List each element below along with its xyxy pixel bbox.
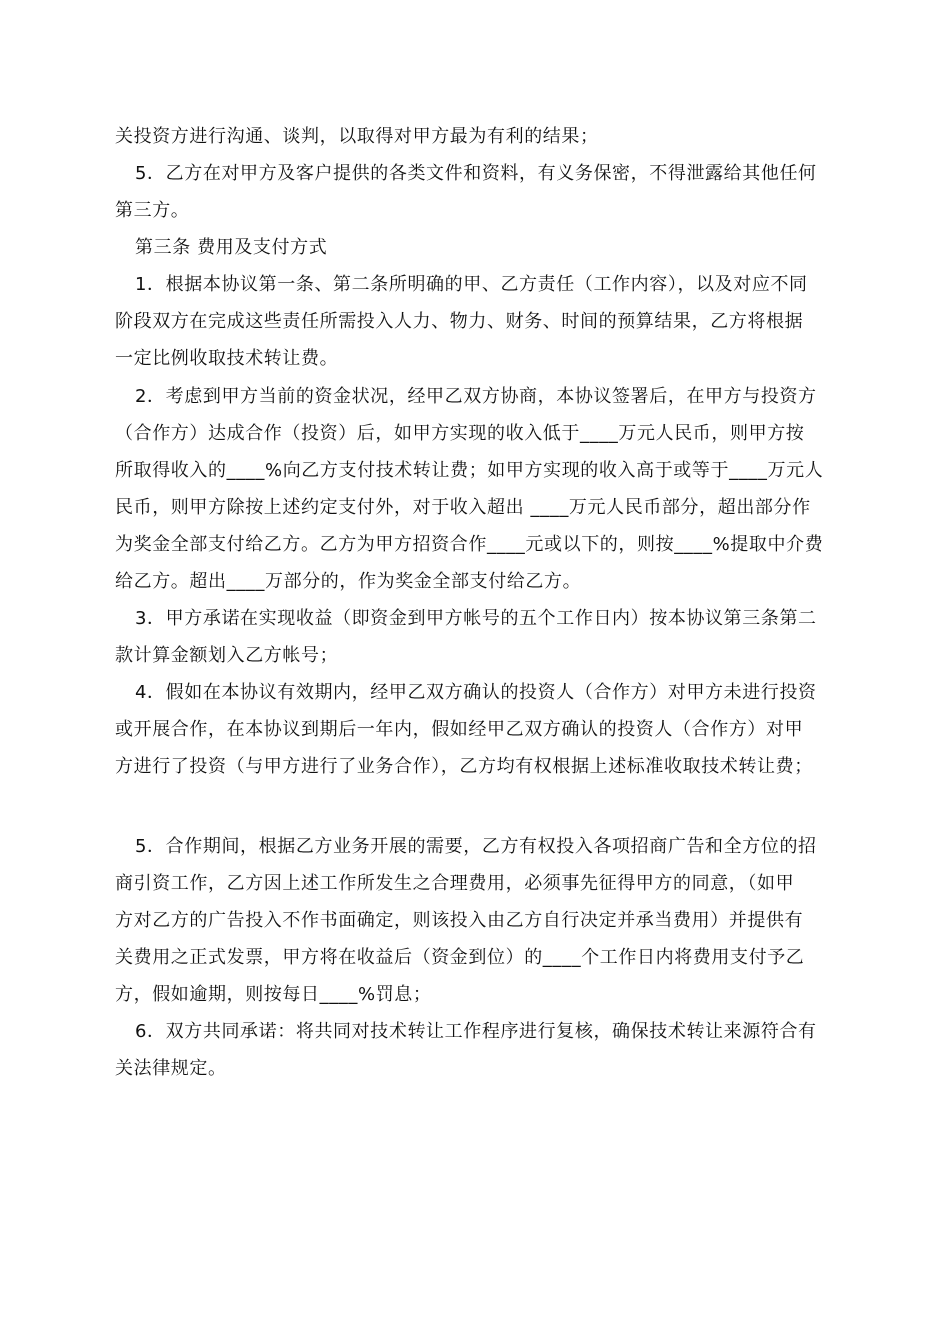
paragraph-line: 1．根据本协议第一条、第二条所明确的甲、乙方责任（工作内容），以及对应不同 [135,274,808,295]
paragraph-line: 5．乙方在对甲方及客户提供的各类文件和资料，有义务保密，不得泄露给其他任何 [135,163,817,184]
paragraph-line: 第三方。 [115,200,190,221]
paragraph-line: 3．甲方承诺在实现收益（即资金到甲方帐号的五个工作日内）按本协议第三条第二 [135,608,817,629]
paragraph-line: 方进行了投资（与甲方进行了业务合作），乙方均有权根据上述标准收取技术转让费； [115,756,813,777]
paragraph-line: 关投资方进行沟通、谈判，以取得对甲方最为有利的结果； [115,126,599,147]
paragraph-line: 4．假如在本协议有效期内，经甲乙双方确认的投资人（合作方）对甲方未进行投资 [135,682,817,703]
paragraph-line: 或开展合作，在本协议到期后一年内，假如经甲乙双方确认的投资人（合作方）对甲 [115,719,804,740]
paragraph-line: 6．双方共同承诺：将共同对技术转让工作程序进行复核，确保技术转让来源符合有 [135,1021,817,1042]
paragraph-line: 方，假如逾期，则按每日____%罚息； [115,984,432,1005]
paragraph-line: 关费用之正式发票，甲方将在收益后（资金到位）的____个工作日内将费用支付予乙 [115,947,805,968]
paragraph-line: 民币，则甲方除按上述约定支付外，对于收入超出 ____万元人民币部分，超出部分作 [115,497,811,518]
paragraph-line: 方对乙方的广告投入不作书面确定，则该投入由乙方自行决定并承当费用）并提供有 [115,910,804,931]
section-heading: 第三条 费用及支付方式 [135,237,328,258]
paragraph-line: 所取得收入的____%向乙方支付技术转让费；如甲方实现的收入高于或等于____万元人 [115,460,824,481]
paragraph-line: 一定比例收取技术转让费。 [115,348,339,369]
paragraph-line: （合作方）达成合作（投资）后，如甲方实现的收入低于____万元人民币，则甲方按 [115,423,805,444]
paragraph-line: 给乙方。超出____万部分的，作为奖金全部支付给乙方。 [115,571,582,592]
paragraph-line: 商引资工作，乙方因上述工作所发生之合理费用，必须事先征得甲方的同意，（如甲 [115,873,795,894]
paragraph-line: 为奖金全部支付给乙方。乙方为甲方招资合作____元或以下的，则按____%提取中介费 [115,534,824,555]
paragraph-line: 关法律规定。 [115,1058,227,1079]
paragraph-line: 5．合作期间，根据乙方业务开展的需要，乙方有权投入各项招商广告和全方位的招 [135,836,817,857]
paragraph-line: 款计算金额划入乙方帐号； [115,645,339,666]
paragraph-line: 2．考虑到甲方当前的资金状况，经甲乙双方协商，本协议签署后，在甲方与投资方 [135,386,817,407]
paragraph-line: 阶段双方在完成这些责任所需投入人力、物力、财务、时间的预算结果，乙方将根据 [115,311,804,332]
